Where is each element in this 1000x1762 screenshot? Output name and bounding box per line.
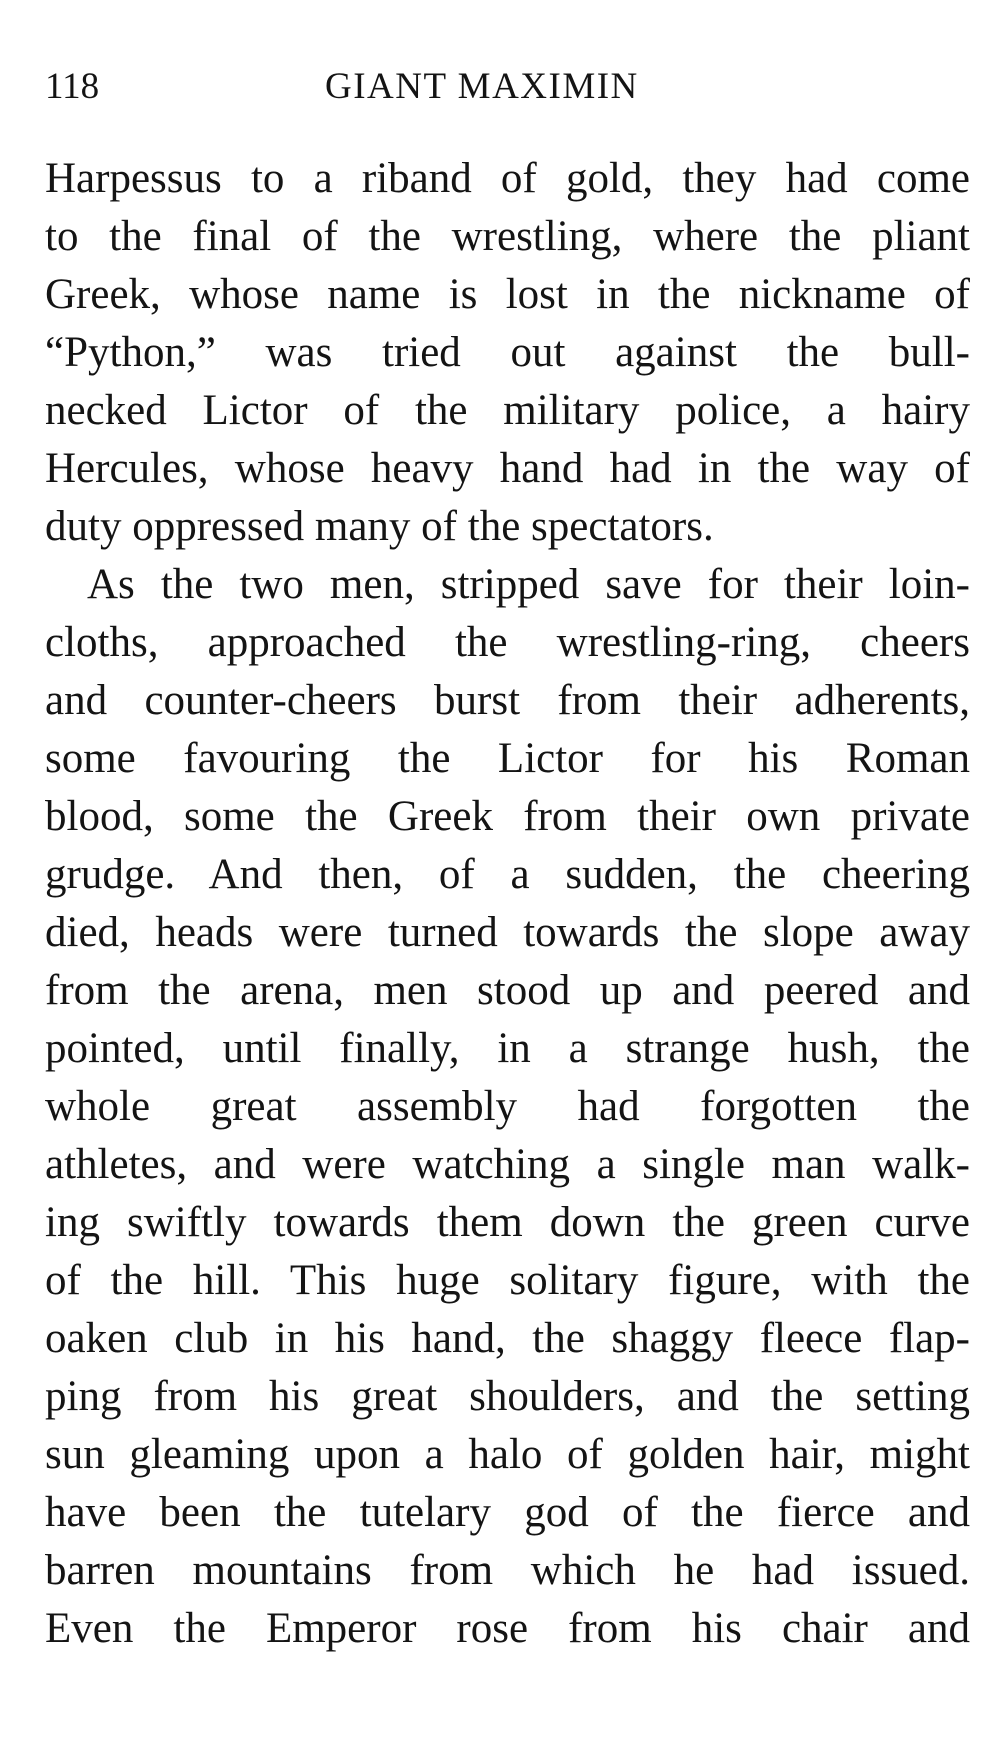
text-line: and counter-cheers burst from their adherents, <box>45 677 970 724</box>
text-line: of the hill. This huge solitary figure, with the <box>45 1257 970 1304</box>
text-line: Harpessus to a riband of gold, they had come <box>45 155 970 202</box>
text-line: ing swiftly towards them down the green curve <box>45 1199 970 1246</box>
text-line: some favouring the Lictor for his Roman <box>45 735 970 782</box>
text-line: Hercules, whose heavy hand had in the way of <box>45 445 970 492</box>
text-line: necked Lictor of the military police, a hairy <box>45 387 970 434</box>
text-line: barren mountains from which he had issued. <box>45 1547 970 1594</box>
text-line: blood, some the Greek from their own private <box>45 793 970 840</box>
text-line: Greek, whose name is lost in the nickname of <box>45 271 970 318</box>
text-line: ping from his great shoulders, and the setting <box>45 1373 970 1420</box>
paragraph-start-line: As the two men, stripped save for their loin- <box>87 561 970 608</box>
text-line: to the final of the wrestling, where the pliant <box>45 213 970 260</box>
text-line: whole great assembly had forgotten the <box>45 1083 970 1130</box>
text-line: died, heads were turned towards the slope away <box>45 909 970 956</box>
running-head-title: GIANT MAXIMIN <box>325 66 639 107</box>
page-number: 118 <box>45 66 100 107</box>
running-head <box>45 62 965 112</box>
text-line: athletes, and were watching a single man walk- <box>45 1141 970 1188</box>
text-line: sun gleaming upon a halo of golden hair, might <box>45 1431 970 1478</box>
text-line: Even the Emperor rose from his chair and <box>45 1605 970 1652</box>
text-line: grudge. And then, of a sudden, the cheering <box>45 851 970 898</box>
text-line: from the arena, men stood up and peered and <box>45 967 970 1014</box>
text-line: have been the tutelary god of the fierce and <box>45 1489 970 1536</box>
text-line: “Python,” was tried out against the bull- <box>45 329 970 376</box>
text-line: pointed, until finally, in a strange hush, the <box>45 1025 970 1072</box>
paragraph-end-line: duty oppressed many of the spectators. <box>45 503 714 550</box>
text-line: cloths, approached the wrestling-ring, cheers <box>45 619 970 666</box>
body-text <box>45 150 970 1658</box>
text-line: oaken club in his hand, the shaggy fleece flap- <box>45 1315 970 1362</box>
